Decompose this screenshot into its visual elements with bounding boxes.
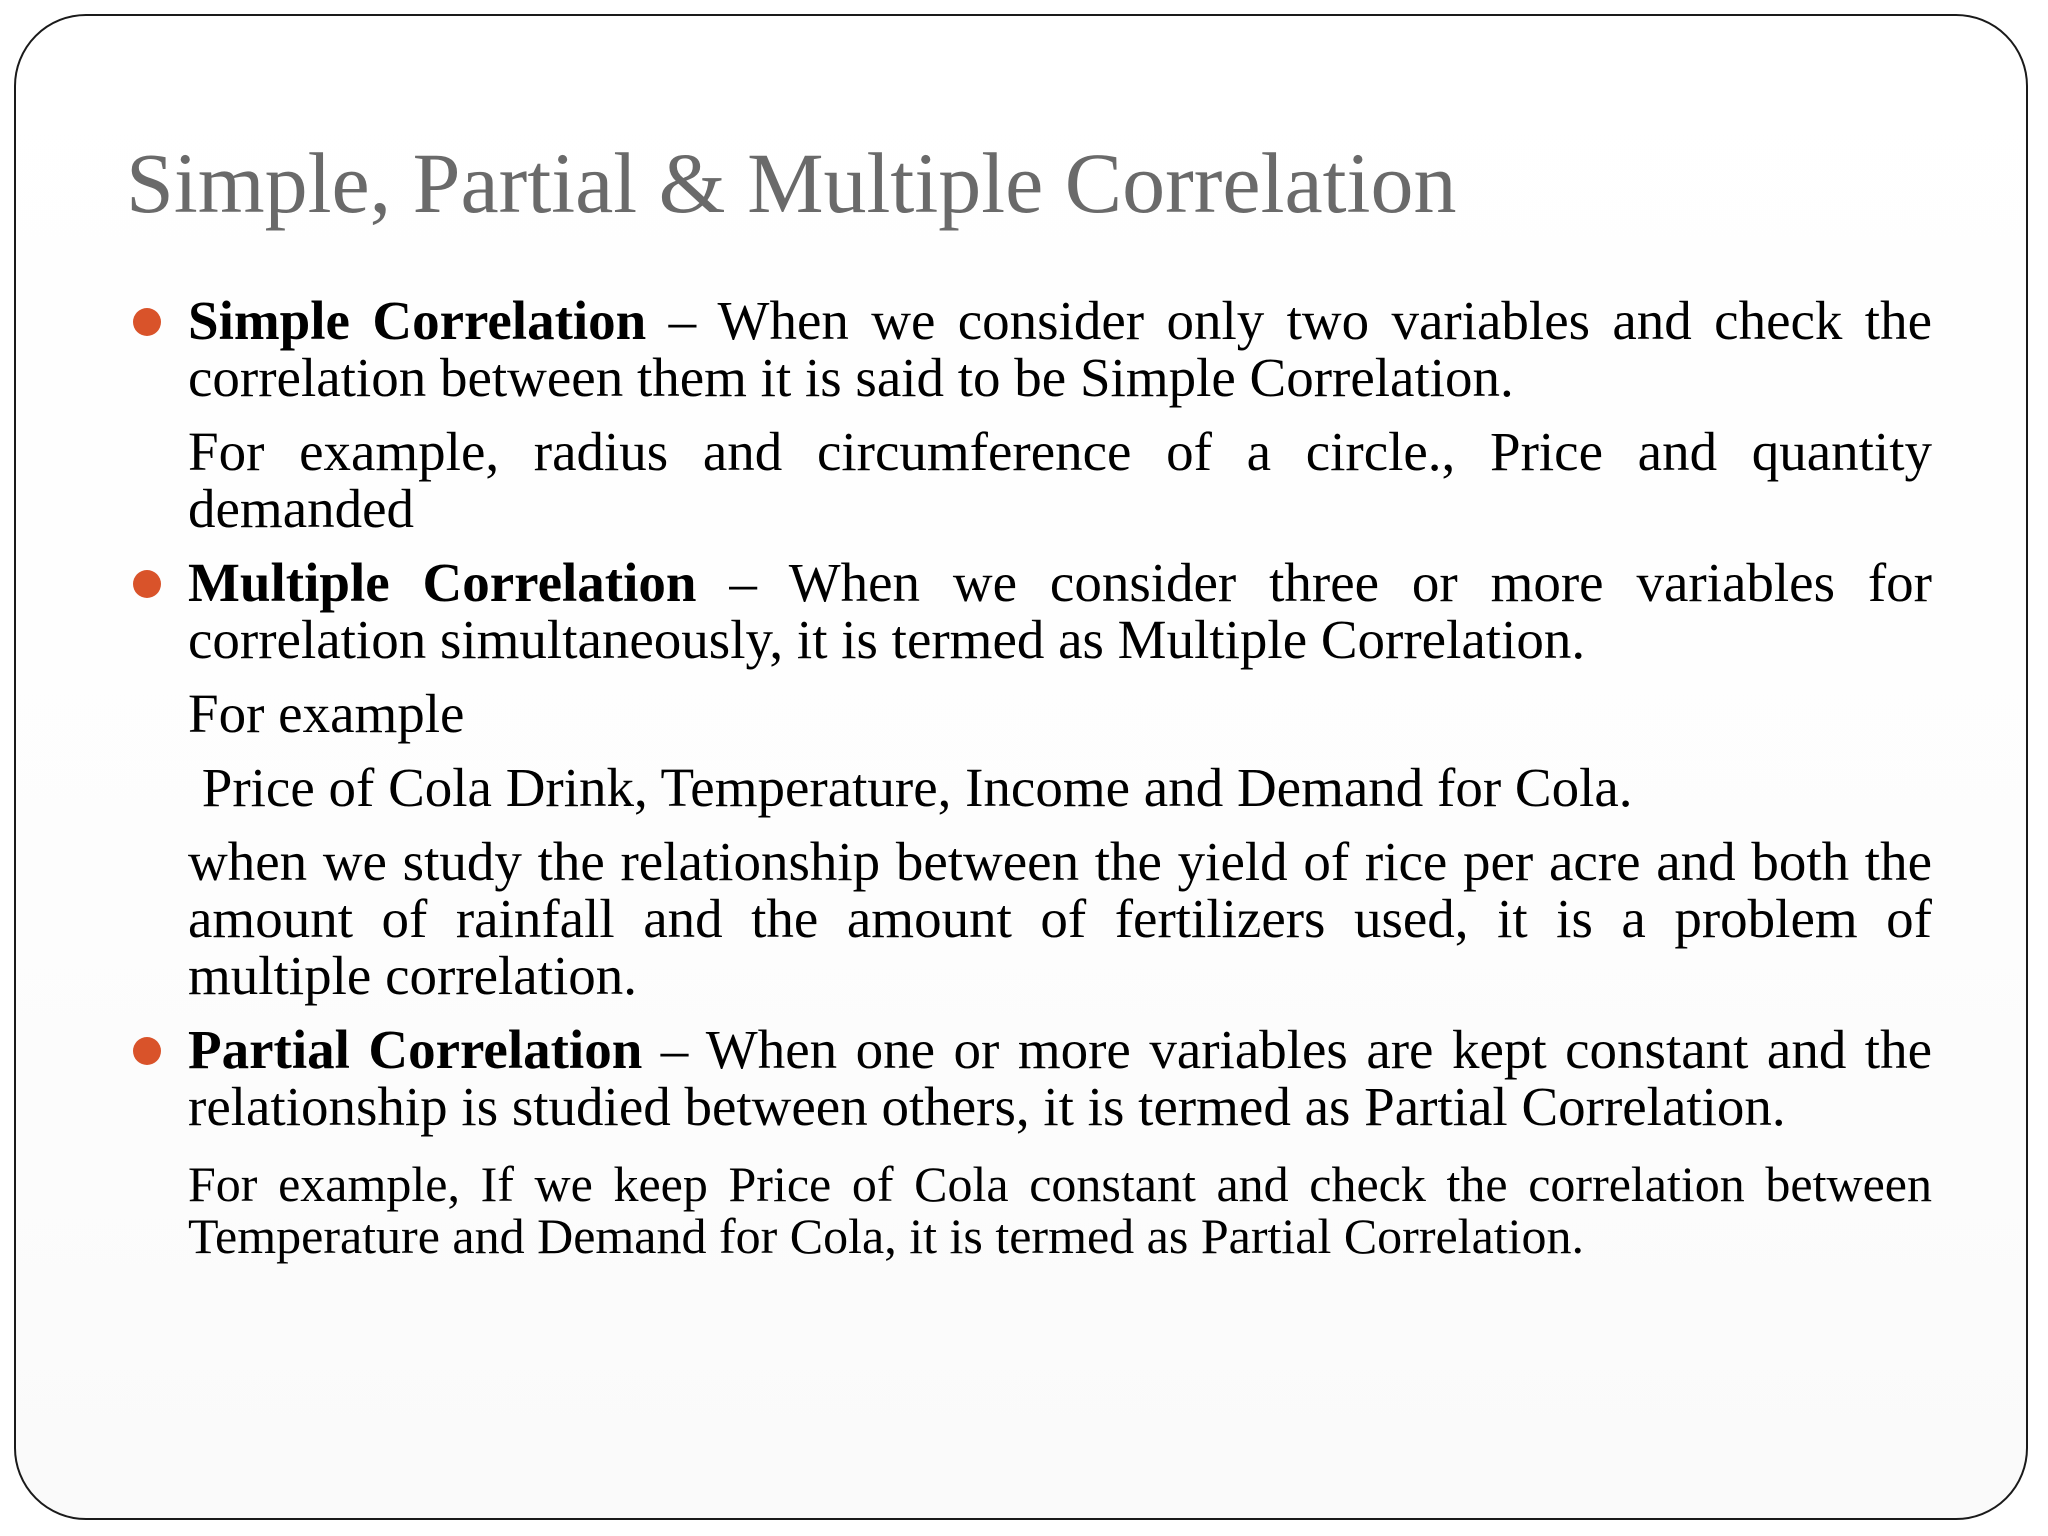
slide-frame (14, 14, 2028, 1520)
bullet-term: Partial Correlation (188, 1019, 643, 1080)
bullet-dot-icon (133, 570, 161, 598)
slide-content (188, 292, 1932, 1262)
example-heading: For example (188, 683, 465, 744)
bullet-paragraph (188, 1021, 1932, 1135)
bullet-paragraph (188, 554, 1932, 668)
bullet-term: Multiple Correlation (188, 552, 697, 613)
example-text: For example, radius and circumference of a circle., Price and quantity demanded (188, 421, 1932, 539)
bullet-paragraph (188, 292, 1932, 406)
example-text: For example, If we keep Price of Cola constant and check the correlation between Temperature and Demand for Cola, it is termed as Partial Correlation. (188, 1156, 1932, 1264)
bullet-dot-icon (133, 1037, 161, 1065)
bullet-text: – When we consider only two variables and check the correlation between them it is said to be Simple Correlation. (188, 290, 1932, 408)
bullet-term: Simple Correlation (188, 290, 647, 351)
slide-title: Simple, Partial & Multiple Correlation (126, 135, 1457, 231)
bullet-text: – When we consider three or more variables for correlation simultaneously, it is termed as Multiple Correlation. (188, 552, 1932, 670)
bullet-text: – When one or more variables are kept constant and the relationship is studied between others, it is termed as Partial Correlation. (188, 1019, 1933, 1137)
bullet-partial-correlation (188, 1021, 1932, 1135)
example-text: when we study the relationship between the yield of rice per acre and both the amount of rainfall and the amount of fertilizers used, it is a problem of multiple correlation. (188, 831, 1932, 1006)
bullet-multiple-correlation (188, 554, 1932, 668)
example-text: Price of Cola Drink, Temperature, Income and Demand for Cola. (188, 757, 1633, 818)
bullet-simple-correlation (188, 292, 1932, 406)
bullet-dot-icon (133, 308, 161, 336)
